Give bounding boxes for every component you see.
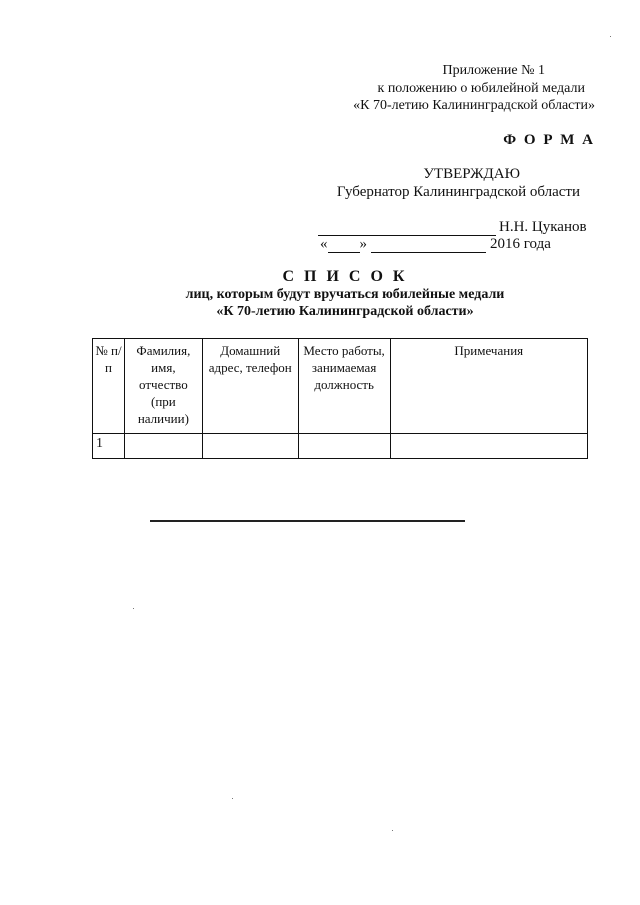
signer-name: Н.Н. Цуканов bbox=[499, 219, 587, 235]
date-year: 2016 года bbox=[490, 236, 551, 252]
appendix-title: Приложение № 1 bbox=[442, 63, 545, 78]
column-header-workplace: Место работы, занимаемая должность bbox=[298, 339, 390, 434]
signature-row bbox=[318, 219, 608, 237]
column-header-notes: Примечания bbox=[390, 339, 587, 434]
scan-speck bbox=[392, 830, 393, 831]
cell-address bbox=[202, 434, 298, 459]
cell-number: 1 bbox=[93, 434, 125, 459]
column-header-address: Домашний адрес, телефон bbox=[202, 339, 298, 434]
form-label: Ф О Р М А bbox=[503, 132, 595, 148]
column-header-full-name: Фамилия, имя, отчество (при наличии) bbox=[124, 339, 202, 434]
table-header-row bbox=[93, 339, 588, 434]
cell-workplace bbox=[298, 434, 390, 459]
signature-line bbox=[318, 221, 496, 236]
appendix-subtitle: к положению о юбилейной медали bbox=[377, 81, 585, 96]
month-blank bbox=[371, 238, 486, 253]
scan-speck bbox=[610, 36, 611, 37]
list-subtitle-line2: «К 70-летию Калининградской области» bbox=[216, 304, 474, 319]
column-header-number: № п/п bbox=[93, 339, 125, 434]
recipients-table bbox=[92, 338, 588, 459]
list-subtitle-line1: лиц, которым будут вручаться юбилейные медали bbox=[185, 287, 505, 302]
date-row bbox=[320, 236, 610, 254]
table-row bbox=[93, 434, 588, 459]
cell-notes bbox=[390, 434, 587, 459]
list-title: С П И С О К bbox=[282, 268, 408, 285]
cell-full-name bbox=[124, 434, 202, 459]
day-blank bbox=[328, 238, 360, 253]
date-open-quote: « bbox=[320, 236, 328, 252]
closing-rule bbox=[150, 520, 465, 522]
approve-heading: УТВЕРЖДАЮ bbox=[423, 166, 520, 182]
scan-speck bbox=[232, 798, 233, 799]
scan-speck bbox=[133, 608, 134, 609]
approver-position: Губернатор Калининградской области bbox=[336, 184, 580, 200]
appendix-medal-name: «К 70-летию Калининградской области» bbox=[353, 98, 595, 113]
date-close-quote: » bbox=[359, 236, 367, 252]
